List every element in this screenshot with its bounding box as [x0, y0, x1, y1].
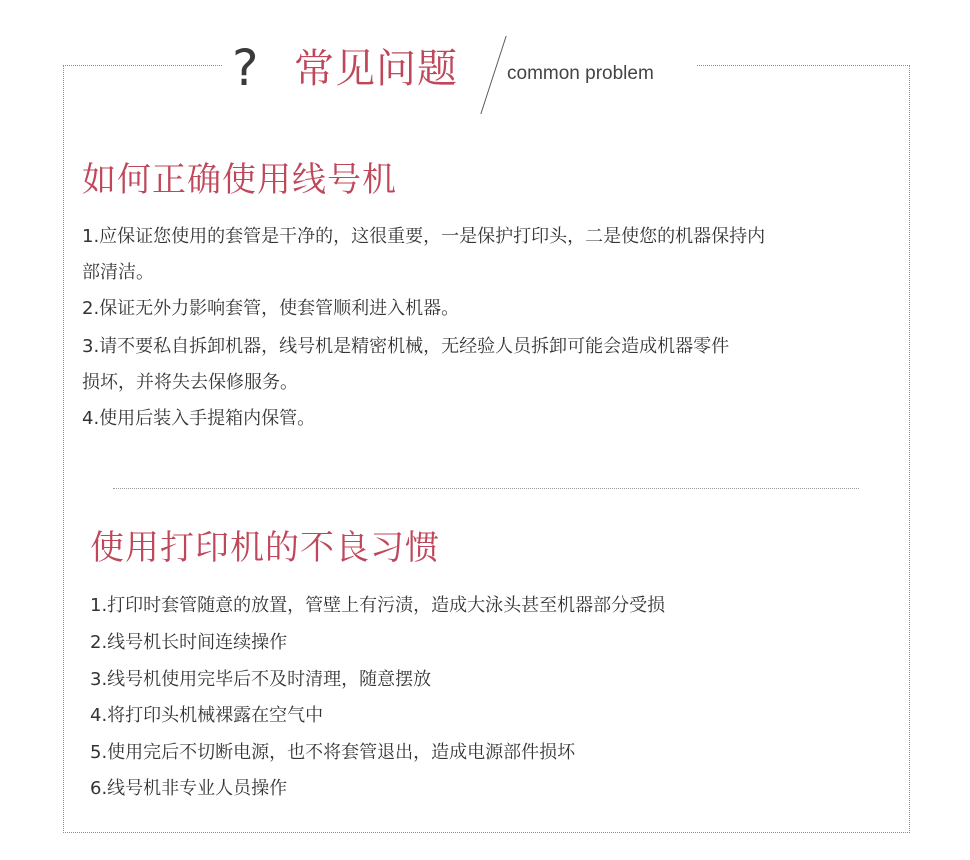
list-item: 3.请不要私自拆卸机器，线号机是精密机械，无经验人员拆卸可能会造成机器零件: [82, 336, 730, 357]
list-item: 部清洁。: [82, 262, 154, 283]
list-item: 1.应保证您使用的套管是干净的，这很重要，一是保护打印头，二是使您的机器保持内: [82, 226, 766, 247]
list-item: 4.将打印头机械裸露在空气中: [90, 705, 324, 726]
slash-divider: [480, 36, 506, 114]
question-mark-icon: ?: [232, 39, 259, 97]
faq-header: [222, 34, 696, 114]
faq-subtitle: common problem: [507, 63, 654, 84]
faq-title: 常见问题: [294, 46, 458, 92]
list-item: 2.保证无外力影响套管，使套管顺利进入机器。: [82, 298, 460, 319]
list-item: 5.使用完后不切断电源，也不将套管退出，造成电源部件损坏: [90, 742, 576, 763]
list-item: 2.线号机长时间连续操作: [90, 632, 288, 653]
section1-list: [82, 219, 882, 439]
section2-title: 使用打印机的不良习惯: [90, 528, 440, 568]
section-divider: [113, 488, 859, 489]
list-item: 1.打印时套管随意的放置，管壁上有污渍，造成大泳头甚至机器部分受损: [90, 595, 666, 616]
list-item: 损坏，并将失去保修服务。: [82, 372, 298, 393]
list-item: 3.线号机使用完毕后不及时清理，随意摆放: [90, 669, 432, 690]
section1-title: 如何正确使用线号机: [82, 160, 397, 200]
section2-list: [90, 588, 880, 808]
list-item: 6.线号机非专业人员操作: [90, 778, 288, 799]
list-item: 4.使用后装入手提箱内保管。: [82, 408, 316, 429]
